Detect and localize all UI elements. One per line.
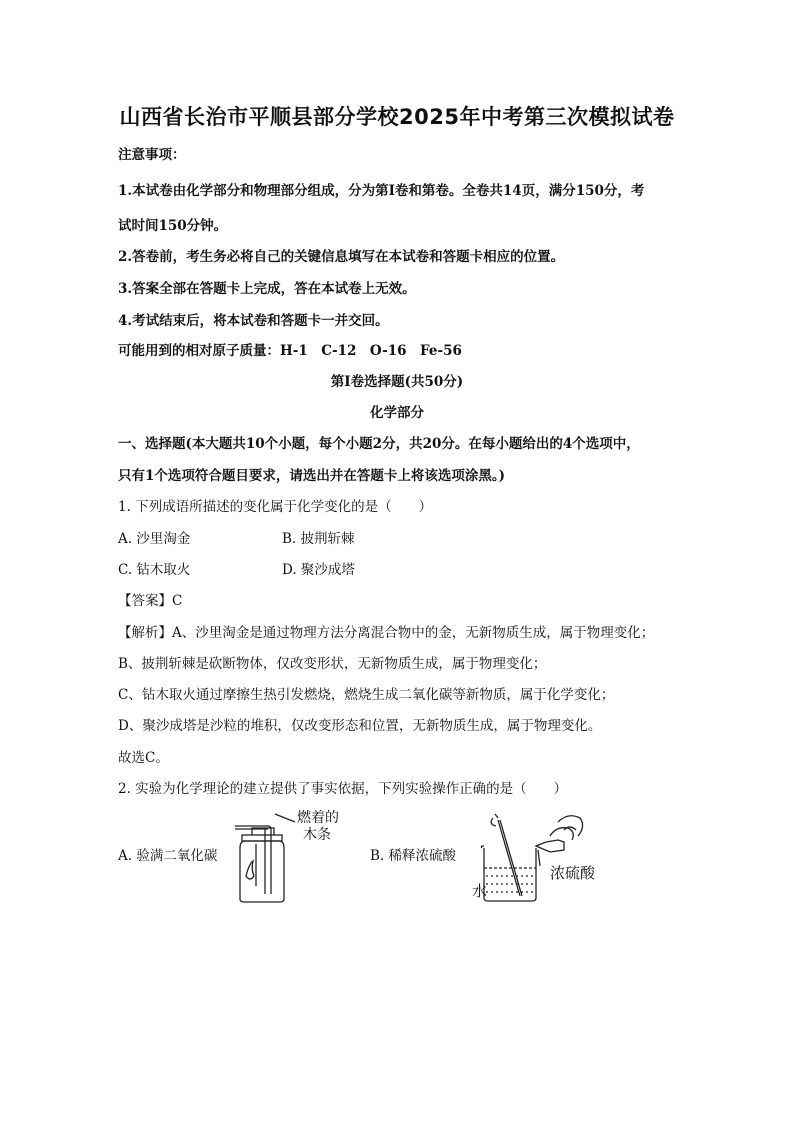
q1-analysis-line: 【解析】A、沙里淘金是通过物理方法分离混合物中的金，无新物质生成，属于物理变化；	[118, 625, 655, 641]
q2-option-b: B. 稀释浓硫酸	[370, 848, 457, 864]
q1-analysis-line: 故选C。	[118, 750, 169, 766]
notice-line: 4.考试结束后，将本试卷和答题卡一并交回。	[118, 313, 389, 329]
q1-option-a: A. 沙里淘金	[118, 531, 191, 547]
question-1-stem: 1. 下列成语所描述的变化属于化学变化的是（ ）	[118, 499, 433, 515]
q1-option-b: B. 披荆斩棘	[282, 531, 355, 547]
page-title: 山西省长治市平顺县部分学校2025年中考第三次模拟试卷	[119, 105, 675, 129]
instructions-line: 只有1个选项符合题目要求，请选出并在答题卡上将该选项涂黑。)	[118, 468, 506, 484]
question-2-stem: 2. 实验为化学理论的建立提供了事实依据，下列实验操作正确的是（ ）	[118, 781, 568, 797]
fig-b-water-label: 水	[472, 882, 488, 900]
atomic-masses: 可能用到的相对原子质量：H-1 C-12 O-16 Fe-56	[118, 343, 462, 359]
q1-option-c: C. 钻木取火	[118, 562, 191, 578]
part-title: 化学部分	[370, 405, 424, 421]
notice-heading: 注意事项：	[118, 147, 186, 163]
co2-full-test-figure	[230, 806, 355, 906]
section-title: 第Ⅰ卷选择题(共50分)	[330, 374, 464, 390]
q1-analysis-line: B、披荆斩棘是砍断物体，仅改变形状，无新物质生成，属于物理变化；	[118, 656, 547, 672]
notice-line: 试时间150分钟。	[118, 218, 228, 234]
notice-line: 1.本试卷由化学部分和物理部分组成，分为第Ⅰ卷和第卷。全卷共14页，满分150分，考	[118, 183, 645, 199]
beaker-icon	[468, 806, 608, 906]
fig-a-label-line: 木条	[303, 827, 331, 843]
q2-option-a: A. 验满二氧化碳	[118, 848, 218, 864]
q1-analysis-line: C、钻木取火通过摩擦生热引发燃烧，燃烧生成二氧化碳等新物质，属于化学变化；	[118, 687, 615, 703]
fig-b-acid-label: 浓硫酸	[550, 864, 596, 882]
q1-option-d: D. 聚沙成塔	[282, 562, 355, 578]
instructions-line: 一、选择题(本大题共10个小题，每个小题2分，共20分。在每小题给出的4个选项中，	[118, 436, 640, 452]
fig-a-label-line: 燃着的	[297, 810, 339, 826]
q1-analysis-line: D、聚沙成塔是沙粒的堆积，仅改变形态和位置，无新物质生成，属于物理变化。	[118, 718, 602, 734]
dilute-acid-figure	[468, 806, 608, 906]
notice-line: 3.答案全部在答题卡上完成，答在本试卷上无效。	[118, 281, 416, 297]
q1-answer: 【答案】C	[118, 593, 183, 609]
notice-line: 2.答卷前，考生务必将自己的关键信息填写在本试卷和答题卡相应的位置。	[118, 249, 565, 265]
